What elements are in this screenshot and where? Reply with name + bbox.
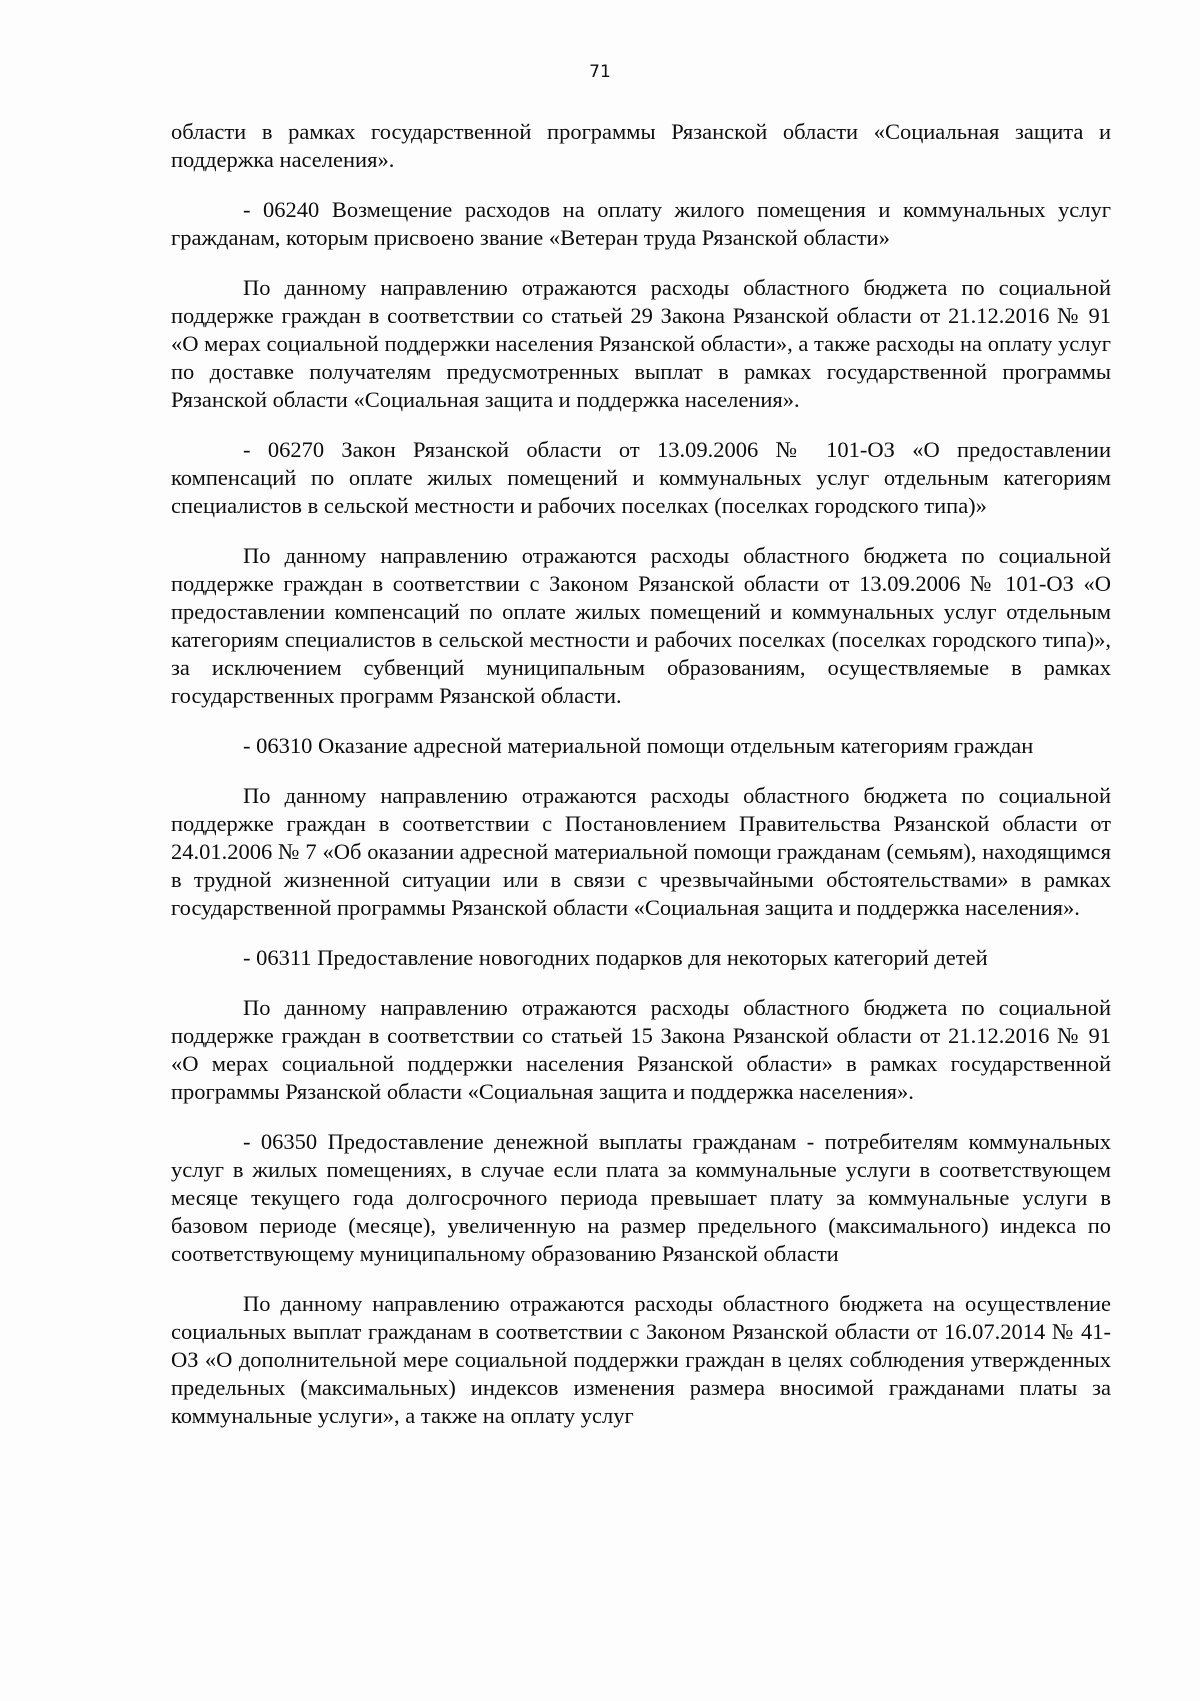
paragraph-item-06270: - 06270 Закон Рязанской области от 13.09.2006 № 101-ОЗ «О предоставлении компенсаций по оплате жилых помещений и коммунальных услуг отдельным категориям специалистов в сельской местности и рабочих поселках (поселках городского типа)» [171,437,1111,518]
paragraph-description-06270: По данному направлению отражаются расходы областного бюджета по социальной поддержке граждан в соответствии с Законом Рязанской области от 13.09.2006 № 101-ОЗ «О предоставлении компенсаций по оплате жилых помещений и коммунальных услуг отдельным категориям специалистов в сельской местности и рабочих поселках (поселках городского типа)», за исключением субвенций муниципальным образованиям, осуществляемые в рамках государственных программ Рязанской области. [171,543,1111,708]
paragraph-item-06240: - 06240 Возмещение расходов на оплату жилого помещения и коммунальных услуг гражданам, которым присвоено звание «Ветеран труда Рязанской области» [171,197,1111,250]
document-body [171,118,1111,1452]
paragraph-description-06350: По данному направлению отражаются расходы областного бюджета на осуществление социальных выплат гражданам в соответствии с Законом Рязанской области от 16.07.2014 № 41-ОЗ «О дополнительной мере социальной поддержки граждан в целях соблюдения утвержденных предельных (максимальных) индексов изменения размера вносимой гражданами платы за коммунальные услуги», а также на оплату услуг [171,1291,1111,1428]
paragraph-item-06311: - 06311 Предоставление новогодних подарков для некоторых категорий детей [243,945,988,970]
paragraph-description-06240: По данному направлению отражаются расходы областного бюджета по социальной поддержке граждан в соответствии со статьей 29 Закона Рязанской области от 21.12.2016 № 91 «О мерах социальной поддержки населения Рязанской области», а также расходы на оплату услуг по доставке получателям предусмотренных выплат в рамках государственной программы Рязанской области «Социальная защита и поддержка населения». [171,275,1111,412]
paragraph-description-06311: По данному направлению отражаются расходы областного бюджета по социальной поддержке граждан в соответствии со статьей 15 Закона Рязанской области от 21.12.2016 № 91 «О мерах социальной поддержки населения Рязанской области» в рамках государственной программы Рязанской области «Социальная защита и поддержка населения». [171,995,1111,1104]
paragraph-item-06310: - 06310 Оказание адресной материальной помощи отдельным категориям граждан [243,733,1034,758]
paragraph-continuation: области в рамках государственной программы Рязанской области «Социальная защита и поддержка населения». [171,119,1111,172]
paragraph-item-06350: - 06350 Предоставление денежной выплаты гражданам - потребителям коммунальных услуг в жилых помещениях, в случае если плата за коммунальные услуги в соответствующем месяце текущего года долгосрочного периода превышает плату за коммунальные услуги в базовом периоде (месяце), увеличенную на размер предельного (максимального) индекса по соответствующему муниципальному образованию Рязанской области [171,1129,1111,1266]
page-number: 71 [589,62,611,82]
paragraph-description-06310: По данному направлению отражаются расходы областного бюджета по социальной поддержке граждан в соответствии с Постановлением Правительства Рязанской области от 24.01.2006 № 7 «Об оказании адресной материальной помощи гражданам (семьям), находящимся в трудной жизненной ситуации или в связи с чрезвычайными обстоятельствами» в рамках государственной программы Рязанской области «Социальная защита и поддержка населения». [171,783,1111,920]
